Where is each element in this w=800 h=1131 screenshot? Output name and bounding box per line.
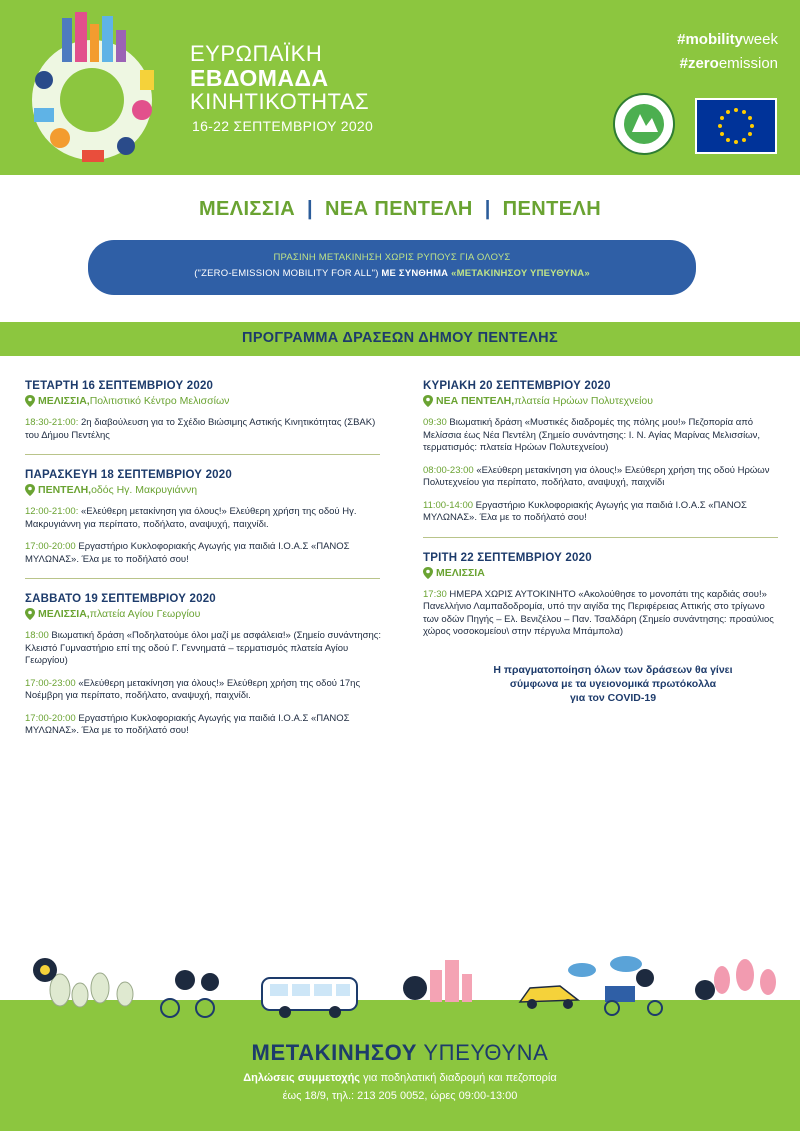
day-title: ΤΡΙΤΗ 22 ΣΕΠΤΕΜΒΡΙΟΥ 2020: [423, 551, 592, 564]
location-melissia: ΜΕΛΙΣΣΙΑ: [198, 198, 296, 220]
footer-slogan: [0, 1040, 800, 1066]
event-time: 17:00-23:00: [25, 677, 76, 689]
hashtags: [677, 28, 778, 76]
locations-line: [0, 198, 800, 221]
slogan-rest: ΥΠΕΥΘΥΝΑ: [417, 1040, 549, 1065]
event-text: «Ελεύθερη μετακίνηση για όλους!» Ελεύθερη χρήση της οδού Ηγ. Μακρυγιάννη για περίπατο, ποδήλατο, αναψυχή, παιχνίδι.: [25, 506, 357, 530]
location-pin-icon: [423, 395, 433, 407]
registration-bold: Δηλώσεις συμμετοχής: [243, 1072, 361, 1084]
day-block-friday: [25, 469, 385, 579]
event-title: [190, 42, 373, 134]
divider: [423, 537, 778, 538]
location-separator: |: [307, 198, 314, 220]
event-text: Βιωματική δράση «Ποδηλατούμε όλοι μαζί με ασφάλεια!» (Σημείο συνάντησης: Κλειστό Γυμναστήριο επί της οδού Γ. Γεννηματά – τερματισμός πλατεία Αγίου Γεωργίου): [25, 630, 381, 666]
covid-line-3: για τον COVID-19: [569, 691, 657, 704]
location-separator: |: [484, 198, 491, 220]
event-text: Βιωματική δράση «Μυστικές διαδρομές της πόλης μου!» Πεζοπορία από Μελίσσια έως Νέα Πεντέλη (Σημείο συνάντησης: Ι. Ν. Αγίας Μαρίνας Μελισσίων, τερματισμός: πλατεία Ηρώων Πολυτεχνείου): [423, 417, 761, 453]
day-location: [423, 567, 783, 579]
event-time: 17:30: [423, 588, 447, 600]
event-item: [423, 465, 783, 490]
event-time: 17:00-20:00: [25, 712, 76, 724]
registration-line: [0, 1072, 800, 1084]
footer: [0, 1030, 800, 1131]
day-title: ΠΑΡΑΣΚΕΥΗ 18 ΣΕΠΤΕΜΒΡΙΟΥ 2020: [25, 469, 232, 481]
program-title: ΠΡΟΓΡΑΜΜΑ ΔΡΑΣΕΩΝ ΔΗΜΟΥ ΠΕΝΤΕΛΗΣ: [242, 330, 558, 346]
location-penteli: ΠΕΝΤΕΛΗ: [502, 198, 602, 220]
day-block-wednesday: [25, 380, 385, 455]
place-name: ΝΕΑ ΠΕΝΤΕΛΗ,: [436, 395, 515, 407]
day-block-tuesday: [423, 552, 783, 639]
event-item: [423, 589, 783, 639]
hashtag-1-bold: #mobility: [677, 31, 743, 48]
event-text: Εργαστήριο Κυκλοφοριακής Αγωγής για παιδιά Ι.Ο.Α.Σ «ΠΑΝΟΣ ΜΥΛΩΝΑΣ». Έλα με το ποδήλατό σου!: [25, 712, 350, 736]
day-block-saturday: [25, 593, 385, 738]
place-name: ΜΕΛΙΣΣΙΑ: [436, 566, 485, 579]
day-title: ΚΥΡΙΑΚΗ 20 ΣΕΠΤΕΜΒΡΙΟΥ 2020: [423, 380, 611, 392]
event-text: ΗΜΕΡΑ ΧΩΡΙΣ ΑΥΤΟΚΙΝΗΤΟ «Ακολούθησε το μονοπάτι της καρδιάς σου!» Πανελλήνιο Λαμπαδοδρομία, υπό την αιγίδα της Περιφέρειας Αττικής στο τρίγωνο των οδών Πηγής – Ελ. Βενιζέλου – Παν. Τσαλδάρη (Σημείο συνάντησης: προαύλιος χώρος νοσοκομείου\ στην πέργυλα Μπάμπολα): [423, 588, 774, 637]
day-title: ΤΕΤΑΡΤΗ 16 ΣΕΠΤΕΜΒΡΙΟΥ 2020: [25, 380, 214, 392]
eu-flag-icon: [695, 98, 777, 154]
program-title-strip: [0, 322, 800, 356]
schedule-right-column: [423, 380, 783, 705]
banner-motto: «ΜΕΤΑΚΙΝΗΣΟΥ ΥΠΕΥΘΥΝΑ»: [451, 268, 590, 279]
place-detail: Πολιτιστικό Κέντρο Μελισσίων: [89, 395, 230, 407]
title-line-3: ΚΙΝΗΤΙΚΟΤΗΤΑΣ: [190, 89, 370, 114]
schedule-left-column: [25, 380, 385, 752]
covid-line-1: Η πραγματοποίηση όλων των δράσεων θα γίνει: [493, 663, 733, 676]
location-pin-icon: [25, 484, 35, 496]
event-item: [25, 506, 385, 531]
hashtag-mobilityweek: [677, 28, 778, 52]
event-text: «Ελεύθερη μετακίνηση για όλους!» Ελεύθερη χρήση της οδού 17ης Νοέμβρη για περίπατο, ποδήλατο, αναψυχή, παιχνίδι.: [25, 677, 361, 701]
location-pin-icon: [25, 395, 35, 407]
hashtag-zeroemission: [677, 52, 778, 76]
event-text: 2η διαβούλευση για το Σχέδιο Βιώσιμης Αστικής Κινητικότητας (ΣΒΑΚ) του Δήμου Πεντέλης: [25, 417, 376, 441]
banner-english-slogan: ("ZERO-EMISSION MOBILITY FOR ALL"): [194, 268, 379, 279]
event-time: 18:30-21:00:: [25, 417, 79, 428]
banner-line-2: [88, 268, 696, 279]
day-location: [25, 608, 385, 620]
event-item: [25, 630, 385, 668]
city-mobility-illustration-icon: [0, 940, 800, 1030]
event-time: 11:00-14:00: [423, 499, 474, 511]
municipality-seal-icon: [612, 92, 676, 156]
place-name: ΠΕΝΤΕΛΗ,: [38, 484, 92, 496]
event-time: 18:00: [25, 630, 49, 641]
divider: [25, 454, 380, 455]
place-detail: πλατεία Αγίου Γεωργίου: [89, 608, 201, 620]
hashtag-2-bold: #zero: [679, 55, 719, 72]
header: [0, 0, 800, 175]
divider: [25, 578, 380, 579]
event-text: Εργαστήριο Κυκλοφοριακής Αγωγής για παιδιά Ι.Ο.Α.Σ «ΠΑΝΟΣ ΜΥΛΩΝΑΣ». Έλα με το ποδήλατό σου!: [423, 499, 747, 523]
day-location: [25, 484, 385, 496]
mobility-week-logo-icon: [22, 10, 172, 168]
event-time: 09:30: [423, 417, 447, 428]
banner-connector: ΜΕ ΣΥΝΘΗΜΑ: [378, 268, 452, 279]
contact-line: έως 18/9, τηλ.: 213 205 0052, ώρες 09:00-13:00: [282, 1090, 518, 1102]
title-line-2: ΕΒΔΟΜΑΔΑ: [190, 65, 329, 91]
slogan-banner: [88, 240, 696, 295]
banner-line-1: ΠΡΑΣΙΝΗ ΜΕΤΑΚΙΝΗΣΗ ΧΩΡΙΣ ΡΥΠΟΥΣ ΓΙΑ ΟΛΟΥΣ: [273, 252, 511, 263]
hashtag-2-rest: emission: [718, 55, 778, 72]
covid-line-2: σύμφωνα με τα υγειονομικά πρωτόκολλα: [509, 677, 717, 690]
title-line-1: ΕΥΡΩΠΑΪΚΗ: [190, 41, 323, 66]
event-text: Εργαστήριο Κυκλοφοριακής Αγωγής για παιδιά Ι.Ο.Α.Σ «ΠΑΝΟΣ ΜΥΛΩΝΑΣ». Έλα με το ποδήλατό σου!: [25, 541, 350, 565]
event-item: [25, 417, 385, 442]
event-dates: 16-22 ΣΕΠΤΕΜΒΡΙΟΥ 2020: [192, 118, 374, 134]
event-item: [423, 417, 783, 455]
location-pin-icon: [423, 567, 433, 579]
place-detail: πλατεία Ηρώων Πολυτεχνείου: [514, 395, 654, 407]
hashtag-1-rest: week: [742, 31, 778, 48]
location-pin-icon: [25, 608, 35, 620]
event-text: «Ελεύθερη μετακίνηση για όλους!» Ελεύθερη χρήση της οδού Ηρώων Πολυτεχνείου για περίπατο, ποδήλατο, αναψυχή, παιχνίδι: [423, 464, 770, 488]
registration-rest: για ποδηλατική διαδρομή και πεζοπορία: [360, 1072, 557, 1084]
day-location: [423, 395, 783, 407]
event-item: [25, 713, 385, 738]
event-item: [25, 678, 385, 703]
day-title: ΣΑΒΒΑΤΟ 19 ΣΕΠΤΕΜΒΡΙΟΥ 2020: [25, 593, 216, 605]
event-item: [423, 500, 783, 525]
event-time: 08:00-23:00: [423, 464, 474, 476]
place-detail: οδός Ηγ. Μακρυγιάννη: [91, 484, 198, 496]
event-item: [25, 541, 385, 566]
place-name: ΜΕΛΙΣΣΙΑ,: [38, 395, 90, 407]
day-location: [25, 395, 385, 407]
day-block-sunday: [423, 380, 783, 538]
event-time: 12:00-21:00:: [25, 506, 79, 517]
event-time: 17:00-20:00: [25, 541, 76, 552]
slogan-bold: ΜΕΤΑΚΙΝΗΣΟΥ: [251, 1040, 417, 1065]
covid-notice: [423, 663, 783, 705]
location-nea-penteli: ΝΕΑ ΠΕΝΤΕΛΗ: [324, 198, 473, 220]
place-name: ΜΕΛΙΣΣΙΑ,: [38, 608, 90, 620]
